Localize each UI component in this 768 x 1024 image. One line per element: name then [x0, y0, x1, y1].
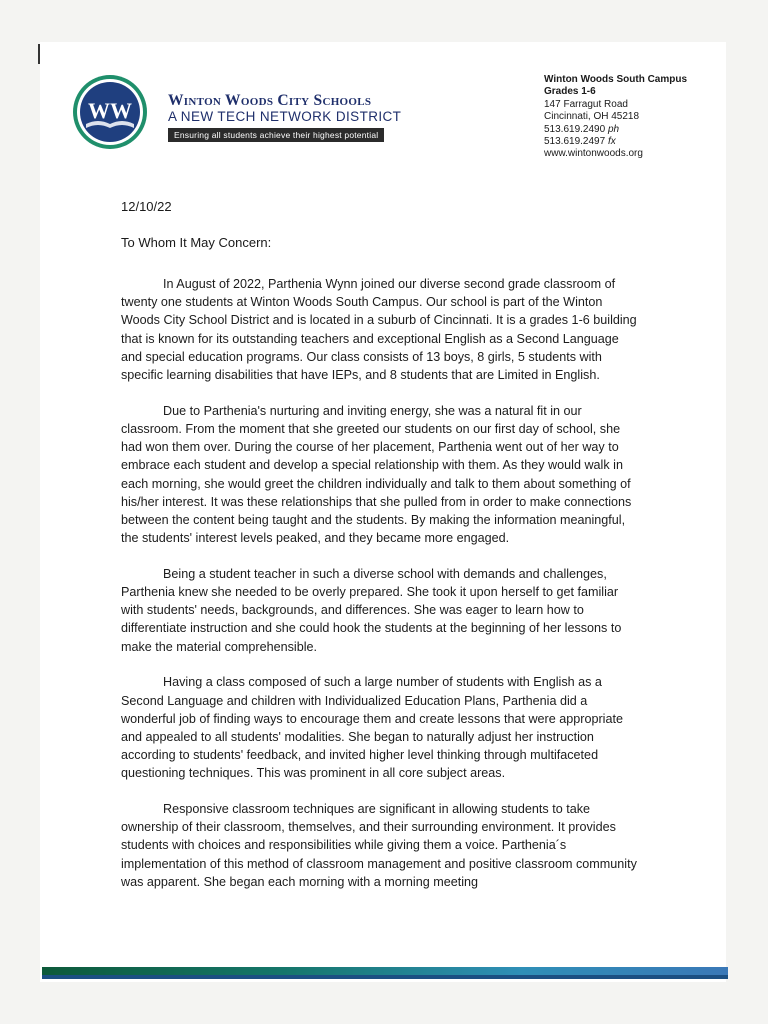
campus-city: Cincinnati, OH 45218 [544, 111, 640, 123]
campus-name: Winton Woods South Campus [544, 74, 688, 85]
campus-phone-line [544, 124, 724, 136]
letter-paragraph: In August of 2022, Parthenia Wynn joined our diverse second grade classroom of twenty one students at Winton Woods South Campus. Our school is part of the Winton Woods City School District and is located in a suburb of Cincinnati. It is a grades 1-6 building that is known for its outstanding teachers and exceptional English as a Second Language and special education programs. Our class consists of 13 boys, 8 girls, 5 students with specific learning disabilities that have IEPs, and 8 students that are Limited in English. [121, 277, 637, 383]
letter-paragraph: Due to Parthenia's nurturing and inviting energy, she was a natural fit in our classroom. From the moment that she greeted our students on our first day of school, she had won them over. During the course of her placement, Parthenia went out of her way to embrace each student and develop a special relationship with them. As they would walk in each morning, she would greet the children individually and talk to them about something of his/her interest. It was these relationships that she pulled from in order to make connections between the content being taught and the students. By making the information meaningful, the students' interest levels peaked, and they became more engaged. [121, 403, 632, 546]
page-edge-mark [38, 44, 40, 64]
campus-fax-line [544, 136, 724, 148]
district-subtitle: A NEW TECH NETWORK DISTRICT [168, 109, 402, 124]
district-tagline: Ensuring all students achieve their highest potential [168, 128, 384, 142]
campus-phone: 513.619.2490 [544, 123, 606, 135]
campus-street: 147 Farragut Road [544, 98, 628, 110]
letter-greeting: To Whom It May Concern: [121, 235, 272, 250]
campus-grades: Grades 1-6 [544, 86, 596, 98]
footer-color-bar [42, 967, 728, 979]
fax-unit: fx [607, 136, 616, 148]
logo-text: WW [88, 98, 132, 123]
letter-paragraph: Being a student teacher in such a diverse school with demands and challenges, Parthenia knew she needed to be overly prepared. She took it upon herself to get familiar with students' needs, backgrounds, and differences. She was eager to learn how to differentiate instruction and she could hook the students at the beginning of her lessons to make the material comprehensible. [121, 566, 622, 654]
district-logo [72, 74, 148, 150]
letter-paragraph: Having a class composed of such a large number of students with English as a Second Language and children with Individualized Education Plans, Parthenia did a wonderful job of finding ways to encourage them and create lessons that were appropriate and appealed to all students' modalities. She began to naturally adjust her instruction according to students' feedback, and invited higher level thinking through multifaceted questioning techniques. This was prominent in all core subject areas. [121, 675, 623, 781]
district-name: Winton Woods City Schools [168, 92, 372, 109]
campus-website: www.wintonwoods.org [544, 148, 643, 160]
campus-contact-block [544, 74, 724, 161]
campus-fax: 513.619.2497 [544, 136, 606, 148]
letter-paragraph: Responsive classroom techniques are significant in allowing students to take ownership of their classroom, themselves, and their surrounding environment. It provides students with choices and responsibilities while giving them a voice. Parthenia´s implementation of this method of classroom management and positive classroom community was apparent. She began each morning with a morning meeting [121, 802, 637, 889]
letter-date: 12/10/22 [121, 199, 172, 214]
letter-body [121, 275, 641, 909]
district-header [168, 92, 408, 143]
phone-unit: ph [607, 123, 620, 135]
